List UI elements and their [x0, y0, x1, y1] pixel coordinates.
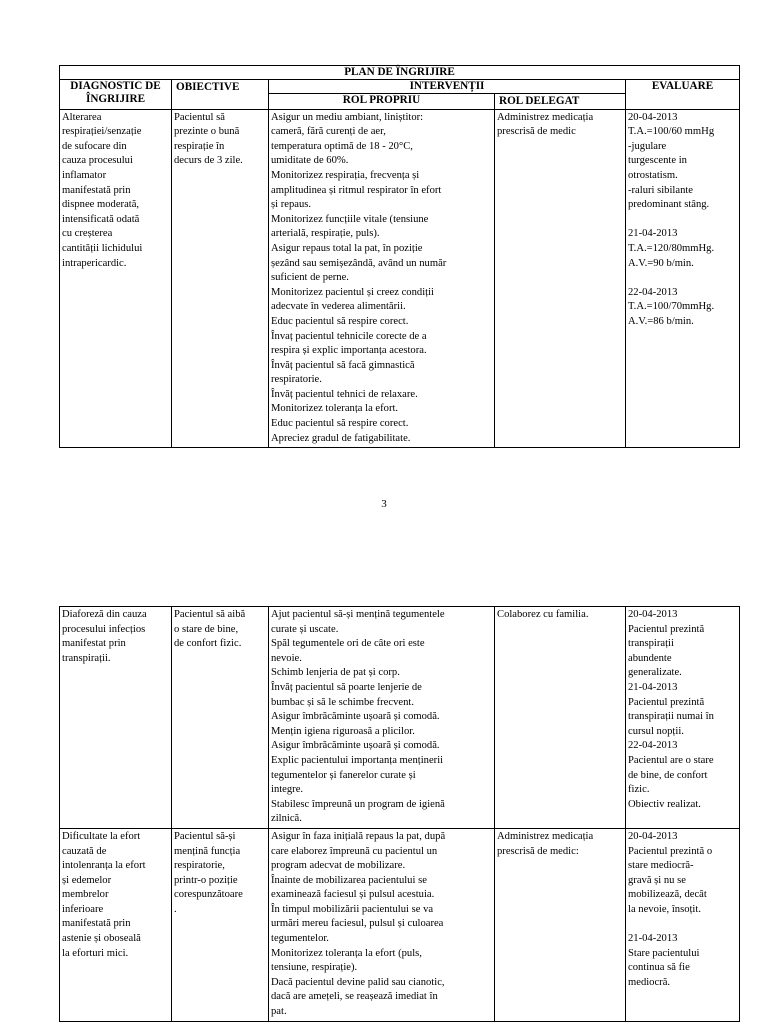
cell-line: Dificultate la efort — [62, 830, 141, 842]
cell-rol-propriu — [269, 607, 495, 829]
cell-line: transpirații. — [62, 652, 111, 664]
cell-line: care elaborez împreună cu pacientul un — [271, 845, 438, 857]
header-evaluare: EVALUARE — [626, 80, 740, 110]
cell-line: Învăț pacientul tehnici de relaxare. — [271, 388, 418, 400]
cell-line: Pacientul să-și — [174, 830, 236, 842]
cell-line: transpirații numai în — [628, 711, 714, 723]
cell-line: tegumentelor și fanerelor curate și — [271, 769, 416, 781]
cell-line: respiratorie, — [174, 860, 225, 872]
table-title: PLAN DE ÎNGRIJIRE — [60, 66, 740, 80]
cell-line: Monitorizez respirația, frecvența și — [271, 169, 420, 181]
cell-line: T.A.=120/80mmHg. — [628, 242, 715, 254]
cell-line: corespunzătoare — [174, 889, 243, 901]
cell-line: la eforturi mici. — [62, 947, 129, 959]
cell-line: printr-o poziție — [174, 874, 238, 886]
cell-line: continua să fie — [628, 962, 690, 974]
cell-line: adecvate în vederea alimentării. — [271, 301, 406, 313]
cell-line: dacă are amețeli, se reașează imediat în — [271, 991, 438, 1003]
cell-diagnostic — [60, 607, 172, 829]
cell-line: intensificată odată — [62, 213, 140, 225]
cell-line: membrelor — [62, 889, 109, 901]
cell-line: fizic. — [628, 784, 650, 796]
cell-line: Educ pacientul să respire corect. — [271, 418, 409, 430]
cell-line: umiditate de 60%. — [271, 155, 349, 167]
table-row — [60, 109, 740, 448]
cell-line: o stare de bine, — [174, 623, 239, 635]
cell-line: prescrisă de medic: — [497, 845, 579, 857]
cell-line: Învăț pacientul să facă gimnastică — [271, 359, 415, 371]
cell-line: Apreciez gradul de fatigabilitate. — [271, 432, 411, 444]
cell-line: respiratorie. — [271, 374, 322, 386]
cell-diagnostic — [60, 109, 172, 448]
cell-line: mediocră. — [628, 976, 671, 988]
cell-line: Dacă pacientul devine palid sau cianotic, — [271, 976, 445, 988]
cell-line: manifestat prin — [62, 638, 126, 650]
cell-line: otrostatism. — [628, 169, 678, 181]
cell-line: Monitorizez pacientul și creez condiții — [271, 286, 434, 298]
cell-line: Administrez medicația — [497, 830, 594, 842]
cell-line: cameră, fără curenți de aer, — [271, 126, 386, 138]
cell-line: integre. — [271, 784, 304, 796]
cell-line: Monitorizez toleranța la efort. — [271, 403, 399, 415]
cell-line: temperatura optimă de 18 - 20°C, — [271, 140, 413, 152]
cell-line: Înainte de mobilizarea pacientului se — [271, 874, 427, 886]
cell-line: Alterarea — [62, 111, 102, 123]
cell-line: respira și explic importanța acestora. — [271, 345, 427, 357]
cell-rol-delegat — [495, 607, 626, 829]
cell-line: 20-04-2013 — [628, 111, 678, 123]
care-plan-table-top — [59, 65, 740, 448]
header-diagnostic: DIAGNOSTIC DE ÎNGRIJIRE — [60, 80, 172, 110]
page-number: 3 — [381, 498, 387, 510]
cell-evaluare — [626, 607, 740, 829]
cell-line: cauza procesului — [62, 155, 133, 167]
cell-line: urmări mereu faciesul, pulsul și culoarea — [271, 918, 444, 930]
cell-line: 20-04-2013 — [628, 609, 678, 620]
cell-line: tensiune, respirație). — [271, 962, 358, 974]
cell-line: dispnee moderată, — [62, 199, 140, 211]
cell-line: Explic pacientului importanța menținerii — [271, 754, 444, 766]
cell-line: Pacientul prezintă — [628, 623, 705, 635]
cell-line: generalizate. — [628, 667, 682, 679]
cell-line: turgescente in — [628, 155, 687, 167]
cell-line: 22-04-2013 — [628, 740, 678, 752]
cell-rol-propriu — [269, 109, 495, 448]
cell-line: -raluri sibilante — [628, 184, 694, 196]
cell-line: 21-04-2013 — [628, 933, 678, 945]
cell-line: Monitorizez toleranța la efort (puls, — [271, 947, 422, 959]
cell-line: Pacientul are o stare — [628, 754, 714, 766]
table-row — [60, 607, 740, 829]
header-obiective: OBIECTIVE — [172, 80, 269, 110]
cell-line: Asigur îmbrăcăminte ușoară și comodă. — [271, 711, 440, 723]
cell-line: A.V.=90 b/min. — [628, 257, 694, 269]
cell-line: manifestată prin — [62, 918, 131, 930]
cell-line: arterială, respirație, puls). — [271, 228, 380, 240]
cell-line: curate și uscate. — [271, 623, 339, 635]
cell-line: Schimb lenjeria de pat și corp. — [271, 667, 400, 679]
cell-line: program adecvat de mobilizare. — [271, 860, 406, 872]
table-row — [60, 828, 740, 1021]
cell-obiective — [172, 828, 269, 1021]
cell-obiective — [172, 607, 269, 829]
cell-rol-propriu — [269, 828, 495, 1021]
cell-line: amplitudinea și ritmul respirator în efort — [271, 184, 442, 196]
cell-line — [628, 917, 737, 932]
cell-line: și repaus. — [271, 199, 312, 211]
cell-line: Educ pacientul să respire corect. — [271, 315, 409, 327]
cell-line: Spăl tegumentele ori de câte ori este — [271, 638, 425, 650]
cell-line: procesului infecțios — [62, 623, 146, 635]
cell-line: Ajut pacientul să-și mențină tegumentele — [271, 609, 445, 620]
cell-line: la nevoie, însoțit. — [628, 903, 701, 915]
cell-line: mobilizează, decât — [628, 889, 707, 901]
cell-line: Pacientul prezintă o — [628, 845, 713, 857]
cell-line: șezând sau semișezândă, având un număr — [271, 257, 447, 269]
cell-line: 22-04-2013 — [628, 286, 678, 298]
cell-line: tegumentelor. — [271, 933, 329, 945]
cell-line: 20-04-2013 — [628, 830, 678, 842]
cell-line: predominant stâng. — [628, 199, 710, 211]
cell-line: Monitorizez funcțiile vitale (tensiune — [271, 213, 429, 225]
cell-line: bumbac și să le schimbe frecvent. — [271, 696, 414, 708]
cell-line: prescrisă de medic — [497, 126, 576, 138]
cell-line: inflamator — [62, 169, 107, 181]
cell-line: intolenranța la efort — [62, 860, 146, 872]
cell-line: Învaț pacientul tehnicile corecte de a — [271, 330, 427, 342]
cell-line: și edemelor — [62, 874, 112, 886]
cell-line: cu creșterea — [62, 228, 113, 240]
cell-line: Asigur în faza inițială repaus la pat, după — [271, 830, 446, 842]
cell-line: Asigur un mediu ambiant, liniștitor: — [271, 111, 424, 123]
cell-line: cantității lichidului — [62, 242, 143, 254]
cell-line: 21-04-2013 — [628, 681, 678, 693]
cell-line: de sufocare din — [62, 140, 127, 152]
cell-line: Asigur îmbrăcăminte ușoară și comodă. — [271, 740, 440, 752]
cell-line: Stabilesc împreună un program de igienă — [271, 798, 445, 810]
cell-line: Învăț pacientul să poarte lenjerie de — [271, 681, 422, 693]
cell-line: -jugulare — [628, 140, 667, 152]
cell-line: cursul nopții. — [628, 725, 684, 737]
cell-line — [628, 213, 737, 228]
cell-line: respirației/senzație — [62, 126, 142, 138]
cell-line: de bine, de confort — [628, 769, 708, 781]
cell-diagnostic — [60, 828, 172, 1021]
cell-line: Asigur repaus total la pat, în poziție — [271, 242, 423, 254]
cell-line: inferioare — [62, 903, 104, 915]
cell-line: cauzată de — [62, 845, 107, 857]
cell-line — [628, 271, 737, 286]
cell-line: de confort fizic. — [174, 638, 242, 650]
cell-line: decurs de 3 zile. — [174, 155, 243, 167]
cell-line: stare mediocră- — [628, 860, 694, 872]
cell-line: T.A.=100/70mmHg. — [628, 301, 715, 313]
cell-line: Stare pacientului — [628, 947, 700, 959]
cell-line: În timpul mobilizării pacientului se va — [271, 903, 434, 915]
cell-evaluare — [626, 828, 740, 1021]
cell-line: Mențin igiena riguroasă a plicilor. — [271, 725, 415, 737]
care-plan-table-bottom — [59, 606, 740, 1022]
cell-rol-delegat — [495, 109, 626, 448]
cell-line: manifestată prin — [62, 184, 131, 196]
cell-line: astenie și oboseală — [62, 933, 141, 945]
cell-line: mențină funcția — [174, 845, 241, 857]
cell-line: prezinte o bună — [174, 126, 240, 138]
cell-line: A.V.=86 b/min. — [628, 315, 694, 327]
cell-line: pat. — [271, 1006, 287, 1018]
cell-line: Obiectiv realizat. — [628, 798, 701, 810]
header-rol-delegat: ROL DELEGAT — [495, 94, 626, 110]
cell-line: 21-04-2013 — [628, 228, 678, 240]
cell-line: Colaborez cu familia. — [497, 609, 589, 620]
cell-line: Pacientul prezintă — [628, 696, 705, 708]
cell-line: respirație în — [174, 140, 225, 152]
cell-line: transpirații — [628, 638, 674, 650]
header-interventii: INTERVENȚII — [269, 80, 626, 94]
cell-line: T.A.=100/60 mmHg — [628, 126, 715, 138]
cell-line: examinează faciesul și pulsul acestuia. — [271, 889, 435, 901]
cell-rol-delegat — [495, 828, 626, 1021]
cell-line: suficient de perne. — [271, 272, 349, 284]
cell-obiective — [172, 109, 269, 448]
cell-evaluare — [626, 109, 740, 448]
cell-line: abundente — [628, 652, 672, 664]
cell-line: Diaforeză din cauza — [62, 609, 147, 620]
cell-line: . — [174, 903, 177, 915]
cell-line: nevoie. — [271, 652, 302, 664]
cell-line: Pacientul să — [174, 111, 225, 123]
cell-line: gravă și nu se — [628, 874, 686, 886]
cell-line: zilnică. — [271, 813, 302, 825]
cell-line: intrapericardic. — [62, 257, 127, 269]
cell-line: Administrez medicația — [497, 111, 594, 123]
cell-line: Pacientul să aibă — [174, 609, 246, 620]
header-rol-propriu: ROL PROPRIU — [269, 94, 495, 110]
